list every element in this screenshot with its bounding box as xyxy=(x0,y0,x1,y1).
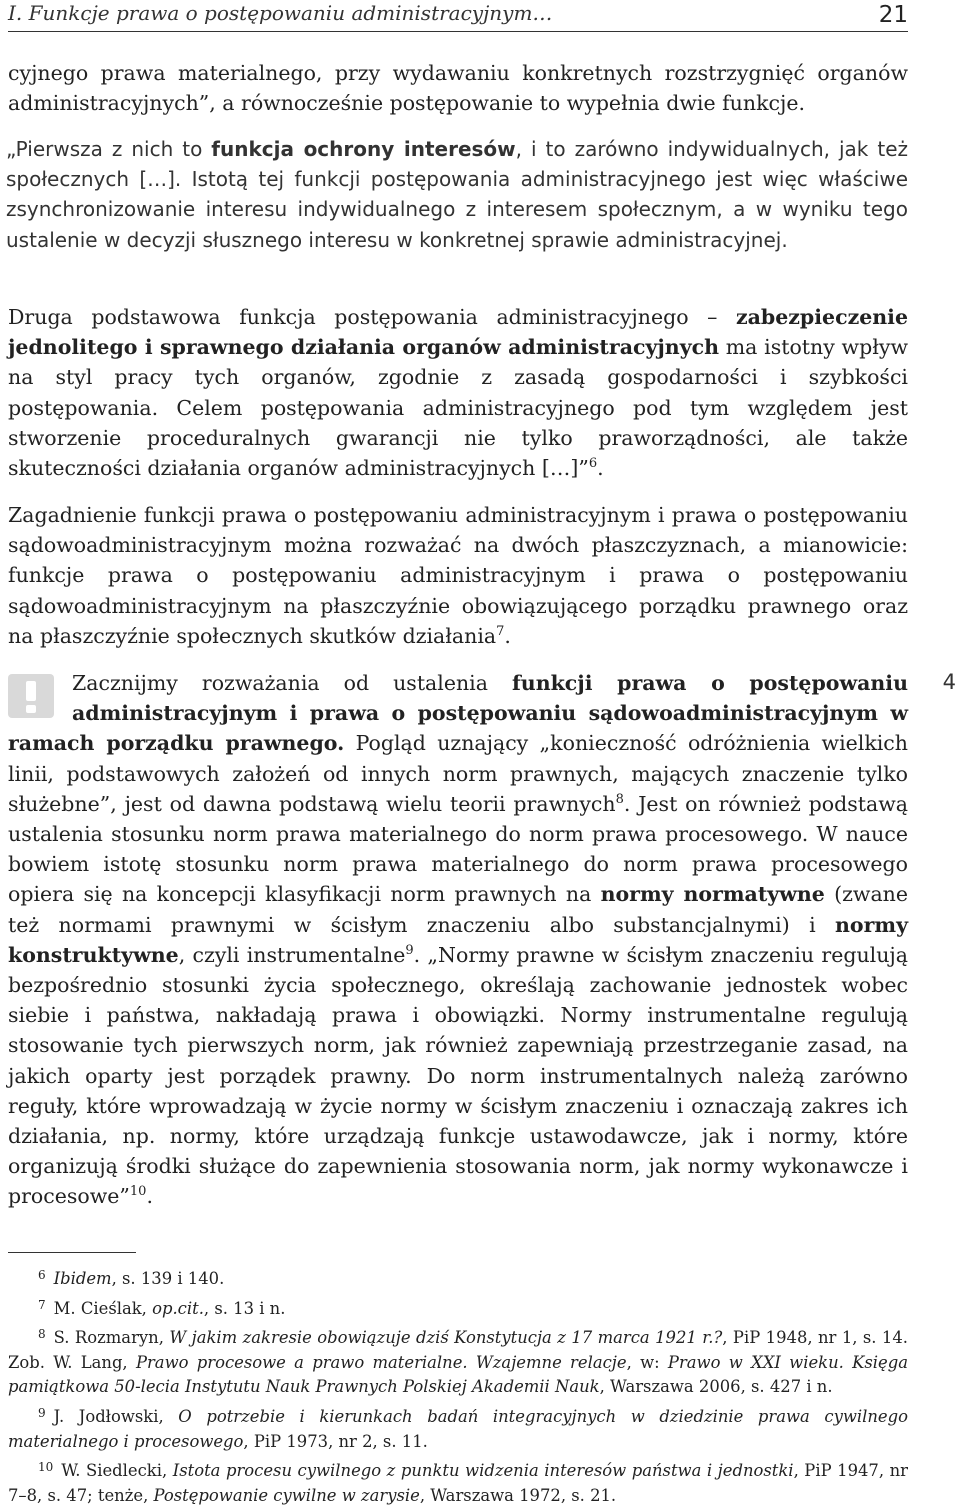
footnote-italic: O potrzebie i kierunkach badań integracyjnych w dziedzinie prawa cywilnego materialnego i procesowego xyxy=(8,1406,908,1451)
text-span: ma istotny wpływ na styl pracy tych organów, zgodnie z zasadą gospodarności i szybkości postępowania. Celem postępowania administracyjnego pod tym względem jest stworzenie proceduralnych gwarancji nie tylko praworządności, ale także skuteczności działania organów administracyjnych […]” xyxy=(8,335,908,481)
footnote-ref-7[interactable]: 7 xyxy=(496,623,505,639)
footnote-9 xyxy=(8,1401,908,1454)
footnote-separator xyxy=(8,1252,136,1253)
exclamation-icon xyxy=(8,674,54,718)
text-span: . xyxy=(504,623,511,648)
bold-term: normy normatywne xyxy=(600,882,825,907)
footnote-text: S. Rozmaryn, xyxy=(53,1328,170,1348)
footnote-italic: Ibidem xyxy=(53,1269,112,1288)
footnote-italic: Prawo procesowe a prawo materialne. Wzajemne relacje xyxy=(135,1352,627,1372)
text-span: „Pierwsza z nich to xyxy=(6,137,212,161)
paragraph-two-planes xyxy=(8,500,908,651)
footnotes xyxy=(8,1263,908,1509)
footnote-text: , PiP 1973, nr 2, s. 11. xyxy=(243,1431,428,1451)
footnote-6 xyxy=(8,1263,908,1292)
footnote-7 xyxy=(8,1293,908,1322)
footnote-ref-9[interactable]: 9 xyxy=(405,942,414,958)
text-span: , i to zarówno indywidualnych, jak też społecznych […]. Istotą tej funkcji postępowania administracyjnego jest więc właściwe zsynchronizowanie interesu indywidualnego z interesem społecznym, a w wyniku tego ustalenie w decyzji słusznego interesu w konkretnej sprawie administracyjnej. xyxy=(6,137,909,252)
text-span: . „Normy prawne w ścisłym znaczeniu regulują bezpośrednio stosunki życia społecznego, określają zachowanie jednostek wobec siebie i państwa, nakładają prawa i obowiązki. Normy instrumentalne regulują stosowanie tych pierwszych norm, jak również zapewniają przestrzeganie zasad, na jakich oparty jest porządek prawny. Do norm instrumentalnych należą zarówno reguły, które wprowadzają w życie normy w ścisłym znaczeniu i oznaczają zakres ich działania, np. normy, które urządzają funkcje ustawodawcze, jak i normy, które organizują środki służące do zapewnienia stosowania norm, jak normy wykonawcze i procesowe” xyxy=(8,942,908,1209)
bold-term: zabezpieczenie jednolitego i sprawnego działania organów administracyjnych xyxy=(8,305,908,360)
footnote-ref-8[interactable]: 8 xyxy=(615,791,624,807)
footnote-italic: W jakim zakresie obowiązuje dziś Konstytucja z 17 marca 1921 r.? xyxy=(169,1328,723,1348)
footnote-ref-10[interactable]: 10 xyxy=(129,1184,147,1200)
quote-paragraph-first-function xyxy=(6,134,908,255)
paragraph-legal-order xyxy=(8,668,908,1212)
footnote-text: , Warszawa 2006, s. 427 i n. xyxy=(599,1377,833,1397)
bold-term: funkcji prawa o postępowaniu administracyjnym i prawa o postępowaniu sądowoadministracyjnym w ramach porządku prawnego. xyxy=(8,671,909,756)
running-title: I. Funkcje prawa o postępowaniu administracyjnym… xyxy=(8,1,553,25)
footnote-number: 6 xyxy=(38,1268,46,1282)
text-span: , czyli instrumentalne xyxy=(178,942,406,967)
footnote-text: , s. 139 i 140. xyxy=(111,1269,225,1288)
bold-term: funkcja ochrony interesów xyxy=(211,137,516,161)
text-span: Druga podstawowa funkcja postępowania administracyjnego – xyxy=(8,305,736,329)
footnote-number: 9 xyxy=(38,1405,46,1420)
text-span: Zagadnienie funkcji prawa o postępowaniu administracyjnym i prawa o postępowaniu sądowoadministracyjnym można rozważać na dwóch płaszczyznach, a mianowicie: funkcje prawa o postępowaniu administracyjnym i prawa o postępowaniu sądowoadministracyjnym na płaszczyźnie obowiązującego porządku prawnego oraz na płaszczyźnie społecznych skutków działania xyxy=(8,503,908,648)
bold-term: normy konstruktywne xyxy=(8,912,908,967)
exclamation-bar xyxy=(26,681,36,701)
page-header xyxy=(8,0,908,32)
footnote-italic: op.cit. xyxy=(152,1298,204,1318)
quote-paragraph-second-function xyxy=(8,302,908,483)
text-span: . xyxy=(146,1184,153,1209)
footnote-text: , PiP 1948, nr 1, s. 14. Zob. W. Lang, xyxy=(8,1328,908,1372)
footnote-ref-6[interactable]: 6 xyxy=(588,456,598,472)
footnote-text: J. Jodłowski, xyxy=(53,1406,179,1426)
footnote-text: , s. 13 i n. xyxy=(203,1298,286,1318)
footnote-number: 7 xyxy=(38,1297,46,1312)
footnote-text: , PiP 1947, nr 7–8, s. 47; tenże, xyxy=(8,1461,909,1505)
footnote-italic: Prawo w XXI wieku. Księga pamiątkowa 50-lecia Instytutu Nauk Prawnych Polskiej Akademii Nauk xyxy=(8,1352,908,1397)
text-span: . Jest on również podstawą ustalenia stosunku norm prawa materialnego do norm prawa procesowego. W nauce bowiem istotę stosunku norm prawa materialnego do norm prawa procesowego opiera się na koncepcji klasyfikacji norm prawnych na xyxy=(8,791,909,907)
footnote-text: , Warszawa 1972, s. 21. xyxy=(419,1485,617,1505)
footnote-number: 10 xyxy=(38,1460,54,1475)
footnote-8 xyxy=(8,1322,908,1400)
footnote-text: W. Siedlecki, xyxy=(61,1461,173,1481)
exclamation-dot xyxy=(26,705,36,713)
footnote-10 xyxy=(8,1455,908,1508)
footnote-text: , w: xyxy=(626,1352,668,1372)
margin-section-marker: 4 xyxy=(942,670,956,694)
footnote-italic: Postępowanie cywilne w zarysie xyxy=(153,1485,420,1505)
footnote-number: 8 xyxy=(38,1327,46,1342)
text-span: . xyxy=(597,456,604,481)
text-span: Zacznijmy rozważania od ustalenia xyxy=(72,671,512,695)
footnote-text: M. Cieślak, xyxy=(53,1298,153,1318)
text-span: Pogląd uznający „konieczność odróżnienia wielkich linii, podstawowych założeń od innych norm prawnych, mających znaczenie tylko służebne”, jest od dawna podstawą wielu teorii prawnych xyxy=(8,731,908,816)
text-span: (zwane też normami prawnymi w ścisłym znaczeniu albo substancjalnymi) i xyxy=(8,882,909,937)
page-number: 21 xyxy=(878,2,908,28)
footnote-italic: Istota procesu cywilnego z punktu widzenia interesów państwa i jednostki xyxy=(172,1461,794,1481)
paragraph-continuation: cyjnego prawa materialnego, przy wydawaniu konkretnych rozstrzygnięć organów administracyjnych”, a równocześnie postępowanie to wypełnia dwie funkcje. xyxy=(8,61,908,116)
